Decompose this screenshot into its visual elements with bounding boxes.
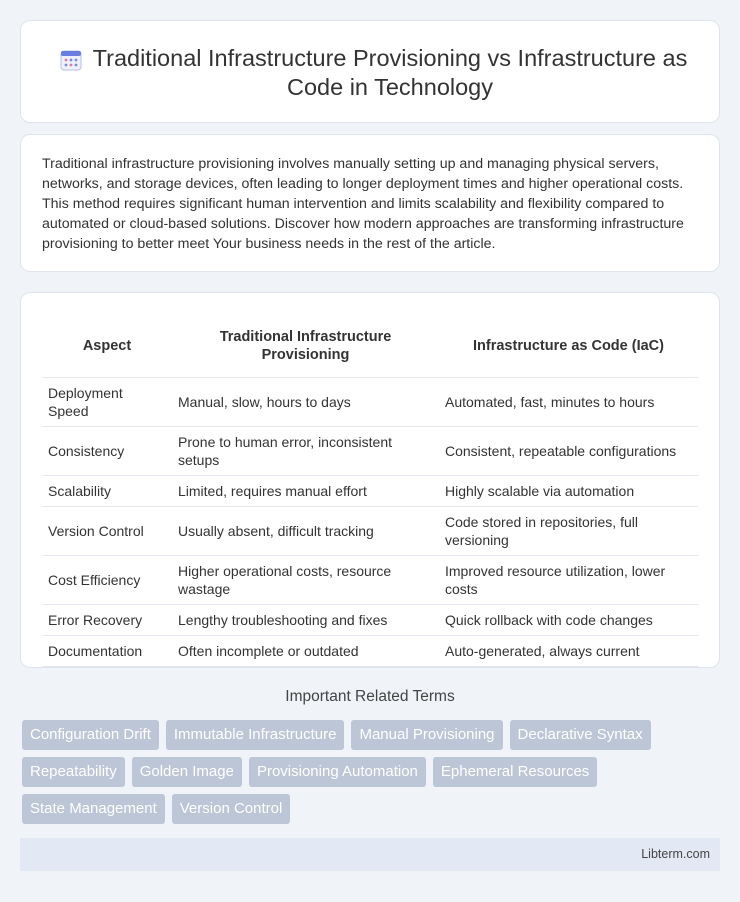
header-aspect: Aspect: [42, 315, 172, 377]
title-card: [20, 20, 720, 123]
cell-aspect: Scalability: [42, 475, 172, 506]
table-row: [42, 426, 698, 475]
tag-state-management[interactable]: State Management: [22, 794, 165, 824]
cell-aspect: Version Control: [42, 506, 172, 555]
cell-traditional: Manual, slow, hours to days: [172, 377, 439, 426]
table-row: [42, 377, 698, 426]
intro-card: [20, 134, 720, 272]
cell-aspect: Error Recovery: [42, 604, 172, 635]
header-traditional: Traditional Infrastructure Provisioning: [172, 315, 439, 377]
table-row: [42, 635, 698, 666]
tag-provisioning-automation[interactable]: Provisioning Automation: [249, 757, 426, 787]
tag-row: [22, 720, 712, 750]
tag-row: [22, 794, 712, 824]
cell-iac: Improved resource utilization, lower costs: [439, 555, 698, 604]
cell-iac: Automated, fast, minutes to hours: [439, 377, 698, 426]
tag-immutable-infrastructure[interactable]: Immutable Infrastructure: [166, 720, 345, 750]
tag-configuration-drift[interactable]: Configuration Drift: [22, 720, 159, 750]
tag-row: [22, 757, 712, 787]
cell-aspect: Deployment Speed: [42, 377, 172, 426]
cell-iac: Auto-generated, always current: [439, 635, 698, 666]
cell-aspect: Cost Efficiency: [42, 555, 172, 604]
cell-iac: Code stored in repositories, full versioning: [439, 506, 698, 555]
cell-aspect: Documentation: [42, 635, 172, 666]
table-row: [42, 506, 698, 555]
cell-iac: Highly scalable via automation: [439, 475, 698, 506]
cell-aspect: Consistency: [42, 426, 172, 475]
cell-iac: Quick rollback with code changes: [439, 604, 698, 635]
cell-traditional: Limited, requires manual effort: [172, 475, 439, 506]
cell-iac: Consistent, repeatable configurations: [439, 426, 698, 475]
comparison-table-card: [20, 292, 720, 668]
tag-repeatability[interactable]: Repeatability: [22, 757, 125, 787]
table-header-row: [42, 315, 698, 377]
table-row: [42, 475, 698, 506]
cell-traditional: Prone to human error, inconsistent setups: [172, 426, 439, 475]
comparison-table: [42, 315, 698, 667]
footer: [20, 838, 720, 871]
table-row: [42, 604, 698, 635]
cell-traditional: Usually absent, difficult tracking: [172, 506, 439, 555]
cell-traditional: Higher operational costs, resource wastage: [172, 555, 439, 604]
footer-site-link[interactable]: Libterm.com: [641, 847, 710, 861]
tag-ephemeral-resources[interactable]: Ephemeral Resources: [433, 757, 597, 787]
cell-traditional: Lengthy troubleshooting and fixes: [172, 604, 439, 635]
related-terms-heading: Important Related Terms: [285, 688, 455, 705]
tag-version-control[interactable]: Version Control: [172, 794, 291, 824]
tag-declarative-syntax[interactable]: Declarative Syntax: [510, 720, 651, 750]
related-terms-list: [22, 720, 712, 831]
tag-manual-provisioning[interactable]: Manual Provisioning: [351, 720, 502, 750]
tag-golden-image[interactable]: Golden Image: [132, 757, 242, 787]
page-title: Traditional Infrastructure Provisioning vs Infrastructure as Code in Technology: [92, 45, 688, 100]
table-row: [42, 555, 698, 604]
cell-traditional: Often incomplete or outdated: [172, 635, 439, 666]
intro-paragraph: Traditional infrastructure provisioning involves manually setting up and managing physical servers, networks, and storage devices, often leading to longer deployment times and higher operational costs. This method requires significant human intervention and limits scalability and flexibility compared to automated or cloud-based solutions. Discover how modern approaches are transforming infrastructure provisioning to better meet Your business needs in the rest of the article.: [42, 156, 684, 252]
header-iac: Infrastructure as Code (IaC): [439, 315, 698, 377]
